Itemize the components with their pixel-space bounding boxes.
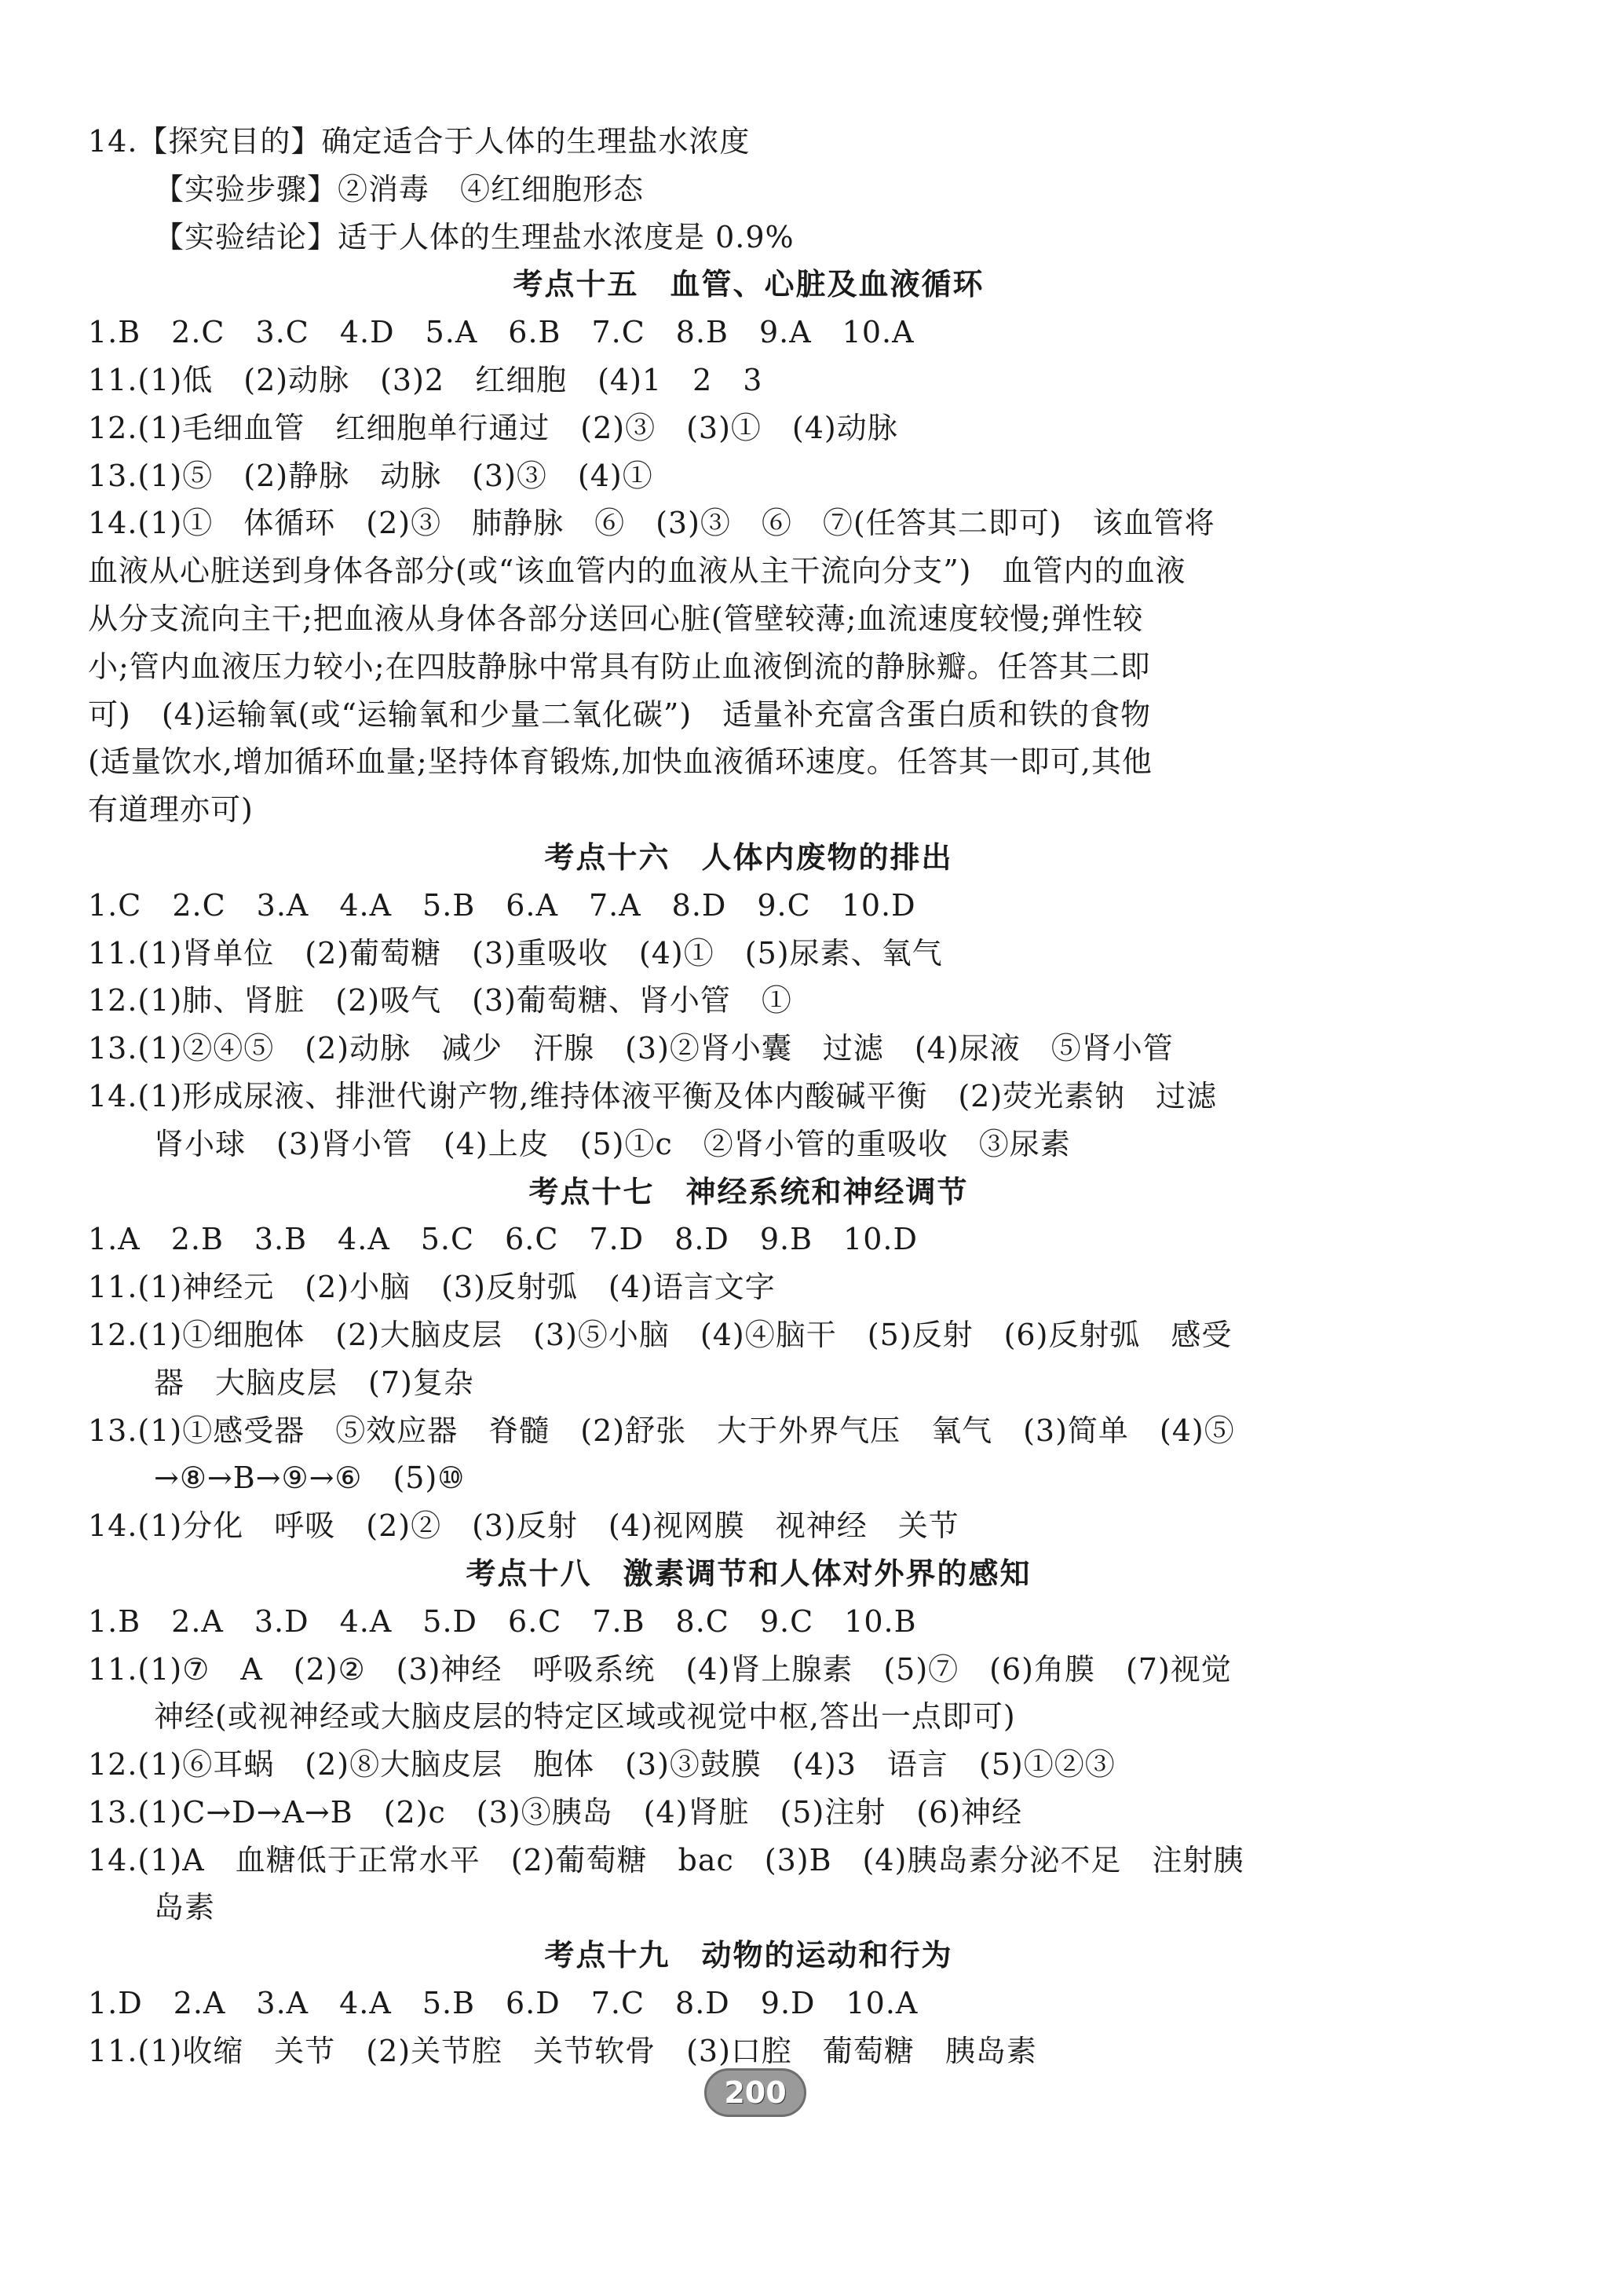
answer-line: 11.(1)肾单位 (2)葡萄糖 (3)重吸收 (4)① (5)尿素、氧气: [88, 935, 943, 971]
answer-line: 14.【探究目的】确定适合于人体的生理盐水浓度: [88, 124, 751, 159]
answer-line: 器 大脑皮层 (7)复杂: [154, 1365, 474, 1400]
answer-line: 11.(1)⑦ A (2)② (3)神经 呼吸系统 (4)肾上腺素 (5)⑦ (6)角膜 (7)视觉: [88, 1651, 1232, 1687]
answer-line: 12.(1)毛细血管 红细胞单行通过 (2)③ (3)① (4)动脉: [88, 410, 898, 445]
answer-line: 1.B 2.C 3.C 4.D 5.A 6.B 7.C 8.B 9.A 10.A: [88, 315, 915, 350]
answer-line: 岛素: [154, 1890, 216, 1925]
answer-line: →⑧→B→⑨→⑥ (5)⑩: [154, 1461, 466, 1496]
answer-line: 神经(或视神经或大脑皮层的特定区域或视觉中枢,答出一点即可): [154, 1699, 1016, 1735]
answer-line: 12.(1)①细胞体 (2)大脑皮层 (3)⑤小脑 (4)④脑干 (5)反射 (6)反射弧 感受: [88, 1317, 1233, 1352]
answer-line: 13.(1)C→D→A→B (2)c (3)③胰岛 (4)肾脏 (5)注射 (6)神经: [88, 1794, 1023, 1830]
answer-line: (适量饮水,增加循环血量;坚持体育锻炼,加快血液循环速度。任答其一即可,其他: [88, 744, 1153, 780]
answer-line: 1.B 2.A 3.D 4.A 5.D 6.C 7.B 8.C 9.C 10.B: [88, 1603, 917, 1639]
answer-line: 14.(1)A 血糖低于正常水平 (2)葡萄糖 bac (3)B (4)胰岛素分泌不足 注射胰: [88, 1842, 1244, 1877]
answer-line: 1.A 2.B 3.B 4.A 5.C 6.C 7.D 8.D 9.B 10.D: [88, 1222, 918, 1257]
answer-line: 13.(1)②④⑤ (2)动脉 减少 汗腺 (3)②肾小囊 过滤 (4)尿液 ⑤肾小管: [88, 1031, 1174, 1066]
answer-line: 11.(1)收缩 关节 (2)关节腔 关节软骨 (3)口腔 葡萄糖 胰岛素: [88, 2033, 1037, 2068]
section-heading: 考点十七 神经系统和神经调节: [528, 1174, 969, 1209]
section-heading: 考点十九 动物的运动和行为: [544, 1938, 953, 1973]
answer-line: 11.(1)低 (2)动脉 (3)2 红细胞 (4)1 2 3: [88, 362, 763, 397]
answer-line: 1.D 2.A 3.A 4.A 5.B 6.D 7.C 8.D 9.D 10.A: [88, 1986, 919, 2021]
answer-line: 【实验步骤】②消毒 ④红细胞形态: [154, 171, 645, 207]
answer-line: 小;管内血液压力较小;在四肢静脉中常具有防止血液倒流的静脉瓣。任答其二即: [88, 649, 1151, 684]
answer-line: 1.C 2.C 3.A 4.A 5.B 6.A 7.A 8.D 9.C 10.D: [88, 887, 916, 923]
answer-line: 从分支流向主干;把血液从身体各部分送回心脏(管壁较薄;血流速度较慢;弹性较: [88, 601, 1144, 636]
section-heading: 考点十八 激素调节和人体对外界的感知: [466, 1556, 1032, 1591]
answer-line: 有道理亦可): [88, 792, 254, 828]
answer-line: 13.(1)⑤ (2)静脉 动脉 (3)③ (4)①: [88, 458, 653, 493]
answer-line: 肾小球 (3)肾小管 (4)上皮 (5)①c ②肾小管的重吸收 ③尿素: [154, 1126, 1071, 1161]
answer-content: [0, 118, 1615, 2075]
answer-line: 14.(1)形成尿液、排泄代谢产物,维持体液平衡及体内酸碱平衡 (2)荧光素钠 过滤: [88, 1078, 1218, 1113]
answer-line: 12.(1)肺、肾脏 (2)吸气 (3)葡萄糖、肾小管 ①: [88, 983, 792, 1018]
answer-line: 【实验结论】适于人体的生理盐水浓度是 0.9%: [154, 219, 795, 254]
answer-line: 血液从心脏送到身体各部分(或“该血管内的血液从主干流向分支”) 血管内的血液: [88, 554, 1186, 589]
answer-line: 13.(1)①感受器 ⑤效应器 脊髓 (2)舒张 大于外界气压 氧气 (3)简单 (4)⑤: [88, 1413, 1235, 1448]
answer-line: 14.(1)① 体循环 (2)③ 肺静脉 ⑥ (3)③ ⑥ ⑦(任答其二即可) 该血管将: [88, 506, 1215, 541]
section-heading: 考点十五 血管、心脏及血液循环: [513, 267, 985, 302]
answer-line: 14.(1)分化 呼吸 (2)② (3)反射 (4)视网膜 视神经 关节: [88, 1508, 959, 1544]
answer-line: 可) (4)运输氧(或“运输氧和少量二氧化碳”) 适量补充富含蛋白质和铁的食物: [88, 696, 1152, 732]
page-number-badge: 200: [704, 2068, 806, 2117]
answer-line: 12.(1)⑥耳蜗 (2)⑧大脑皮层 胞体 (3)③鼓膜 (4)3 语言 (5)①②③: [88, 1747, 1116, 1782]
answer-line: 11.(1)神经元 (2)小脑 (3)反射弧 (4)语言文字: [88, 1270, 776, 1305]
section-heading: 考点十六 人体内废物的排出: [544, 839, 953, 875]
